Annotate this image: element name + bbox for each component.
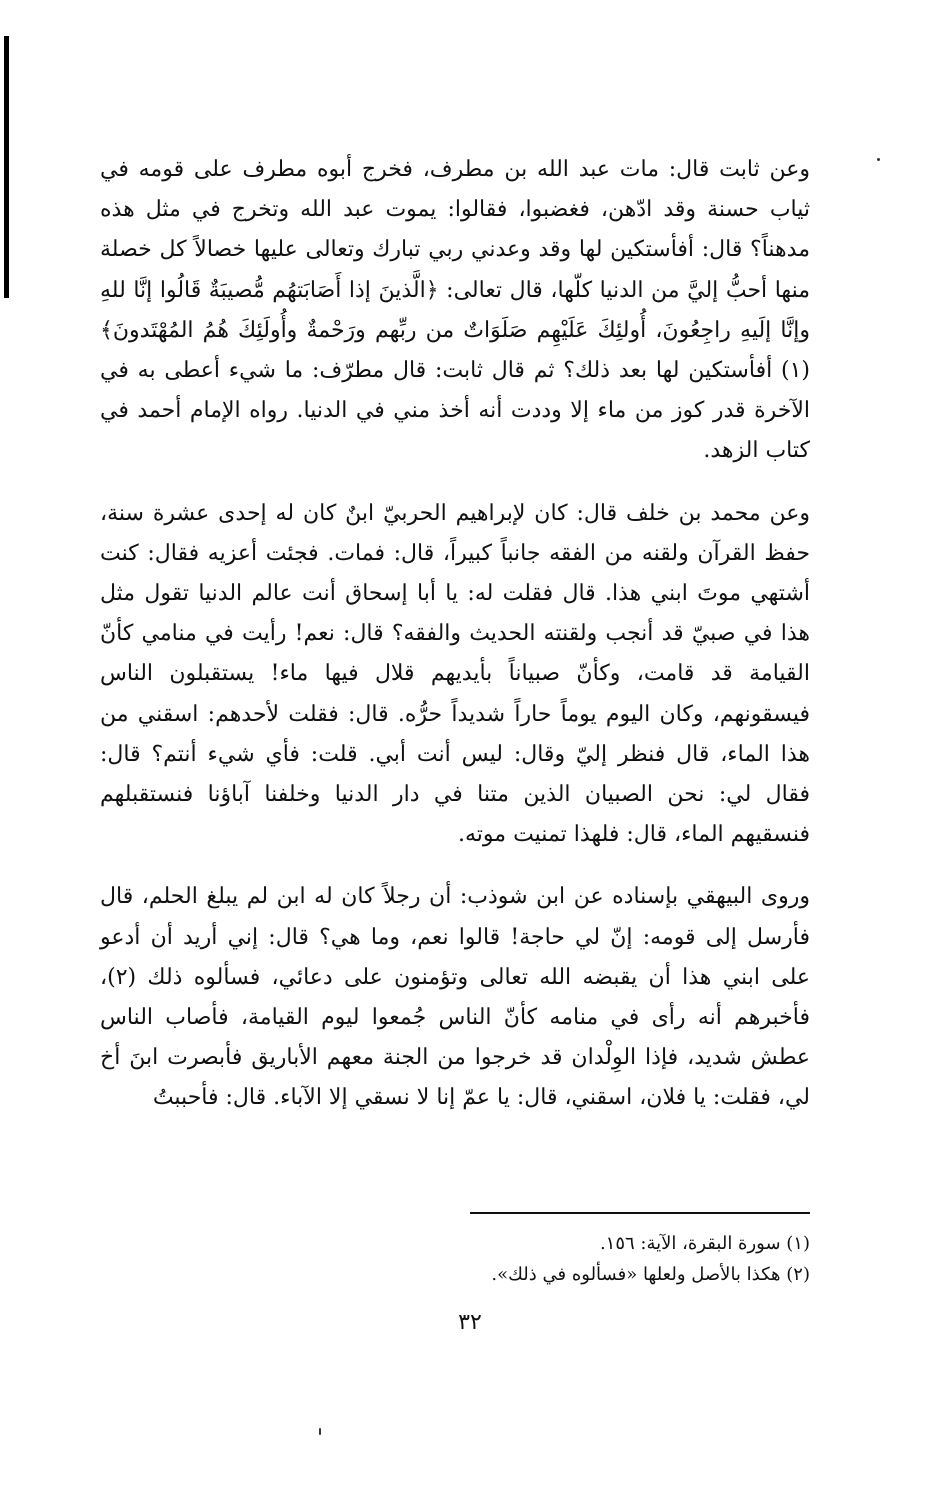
paragraph-bayhaqi: وروى البيهقي بإسناده عن ابن شوذب: أن رجلاً كان له ابن لم يبلغ الحلم، قال فأرسل إلى قومه: إنّ لي حاجة! قالوا نعم، وما هي؟ قال: إني أريد أن أدعو على ابني هذا أن يقبضه الله تعالى وتؤمنون على دعائي، فسألوه ذلك (٢)، فأخبرهم أنه رأى في منامه كأنّ الناس جُمعوا ليوم القيامة، فأصاب الناس عطش شديد، فإذا الوِلْدان قد خرجوا من الجنة معهم الأباريق فأبصرت ابنَ أخ لي، فقلت: يا فلان، اسقني، قال: يا عمّ إنا لا نسقي إلا الآباء. قال: فأحببتُ bbox=[100, 884, 810, 1111]
page-edge-rule bbox=[4, 36, 9, 298]
paragraph-harbi: وعن محمد بن خلف قال: كان لإبراهيم الحربيّ ابنٌ كان له إحدى عشرة سنة، حفظ القرآن ولقنه من الفقه جانباً كبيراً، قال: فمات. فجئت أعزيه فقال: كنت أشتهي موتَ ابني هذا. قال فقلت له: يا أبا إسحاق أنت عالم الدنيا تقول مثل هذا في صبيّ قد أنجب ولقنته الحديث والفقه؟ قال: نعم! رأيت في منامي كأنّ القيامة قد قامت، وكأنّ صبياناً بأيديهم قلال فيها ماء! يستقبلون الناس فيسقونهم، وكان اليوم يوماً حاراً شديداً حرُّه. قال: فقلت لأحدهم: اسقني من هذا الماء، قال فنظر إليّ وقال: ليس أنت أبي. قلت: فأي شيء أنتم؟ قال: فقال لي: نحن الصبيان الذين متنا في دار الدنيا وخلفنا آباؤنا فنستقبلهم فنسقيهم الماء، قال: فلهذا تمنيت موته. bbox=[100, 500, 810, 848]
scan-speck bbox=[877, 158, 880, 161]
footnote-2: (٢) هكذا بالأصل ولعلها «فسألوه في ذلك». bbox=[491, 1264, 810, 1285]
page-number: ٣٢ bbox=[458, 1310, 482, 1335]
footnotes bbox=[380, 1228, 810, 1290]
scan-speck bbox=[319, 1428, 321, 1435]
main-text bbox=[100, 150, 810, 1119]
footnote-separator bbox=[470, 1212, 810, 1214]
footnote-1: (١) سورة البقرة، الآية: ١٥٦. bbox=[599, 1233, 810, 1254]
paragraph-thabit: وعن ثابت قال: مات عبد الله بن مطرف، فخرج أبوه مطرف على قومه في ثياب حسنة وقد ادّهن، فغضبوا، فقالوا: يموت عبد الله وتخرج في مثل هذه مدهناً؟ قال: أفأستكين لها وقد وعدني ربي تبارك وتعالى عليها خصالاً كل خصلة منها أحبُّ إليَّ من الدنيا كلّها، قال تعالى: ﴿الَّذينَ إذا أَصَابَتهُم مُّصيبَةٌ قَالُوا إنَّا للهِ وإنَّا إلَيهِ راجِعُونَ، أُولئِكَ عَلَيْهِم صَلَوَاتٌ من ربِّهم ورَحْمةٌ وأُولَئِكَ هُمُ المُهْتَدونَ﴾ (١) أفأستكين لها بعد ذلك؟ ثم قال ثابت: قال مطرّف: ما شيء أعطى به في الآخرة قدر كوز من ماء إلا وددت أنه أخذ مني في الدنيا. رواه الإمام أحمد في كتاب الزهد. bbox=[100, 157, 810, 464]
